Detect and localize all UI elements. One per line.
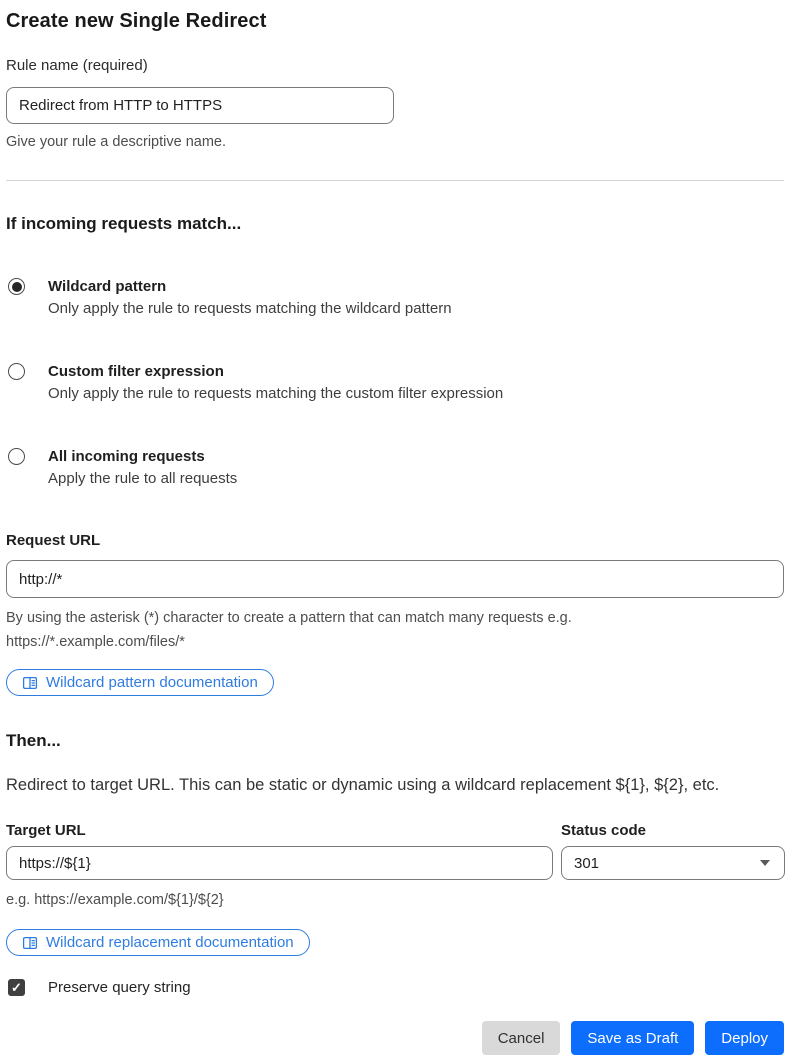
- checkbox-checked-icon[interactable]: ✓: [8, 979, 25, 996]
- doc-button-label: Wildcard pattern documentation: [46, 674, 258, 691]
- radio-icon[interactable]: [8, 278, 25, 295]
- radio-icon[interactable]: [8, 363, 25, 380]
- chevron-down-icon: [760, 860, 770, 866]
- deploy-button[interactable]: Deploy: [705, 1021, 784, 1055]
- rule-name-input[interactable]: [6, 87, 394, 124]
- preserve-query-string-label: Preserve query string: [48, 979, 191, 996]
- radio-option-all-incoming-requests[interactable]: [6, 446, 784, 490]
- then-section-heading: Then...: [6, 731, 61, 750]
- rule-name-label: Rule name (required): [6, 57, 148, 74]
- rule-name-help: Give your rule a descriptive name.: [6, 134, 227, 150]
- status-code-label: Status code: [561, 822, 647, 839]
- status-code-select[interactable]: [561, 846, 785, 880]
- then-section-description: Redirect to target URL. This can be static or dynamic using a wildcard replacement ${1}, ${2}, etc.: [6, 776, 720, 794]
- request-url-label: Request URL: [6, 532, 101, 549]
- cancel-button[interactable]: Cancel: [482, 1021, 561, 1055]
- option-description: Apply the rule to all requests: [48, 470, 238, 487]
- target-url-help: e.g. https://example.com/${1}/${2}: [6, 892, 224, 908]
- request-url-input[interactable]: [6, 560, 784, 598]
- book-icon: [22, 935, 38, 951]
- option-description: Only apply the rule to requests matching the wildcard pattern: [48, 300, 452, 317]
- radio-option-custom-filter-expression[interactable]: [6, 361, 784, 405]
- target-url-input[interactable]: [6, 846, 553, 880]
- footer-actions: [6, 1021, 784, 1055]
- radio-icon[interactable]: [8, 448, 25, 465]
- doc-button-label: Wildcard replacement documentation: [46, 934, 294, 951]
- save-as-draft-button[interactable]: Save as Draft: [571, 1021, 694, 1055]
- option-label: All incoming requests: [48, 448, 205, 465]
- preserve-query-string-row[interactable]: [6, 979, 784, 996]
- book-icon: [22, 675, 38, 691]
- status-code-value: 301: [574, 854, 600, 872]
- request-url-help: By using the asterisk (*) character to create a pattern that can match many requests e.g. https://*.example.com/files/*: [6, 610, 572, 650]
- wildcard-replacement-documentation-button[interactable]: [6, 929, 310, 956]
- page-title: Create new Single Redirect: [6, 10, 267, 32]
- section-divider: [6, 180, 784, 181]
- option-description: Only apply the rule to requests matching the custom filter expression: [48, 385, 504, 402]
- wildcard-pattern-documentation-button[interactable]: [6, 669, 274, 696]
- match-section-heading: If incoming requests match...: [6, 214, 242, 233]
- radio-option-wildcard-pattern[interactable]: [6, 276, 784, 320]
- target-url-label: Target URL: [6, 822, 86, 839]
- option-label: Custom filter expression: [48, 363, 224, 380]
- option-label: Wildcard pattern: [48, 278, 167, 295]
